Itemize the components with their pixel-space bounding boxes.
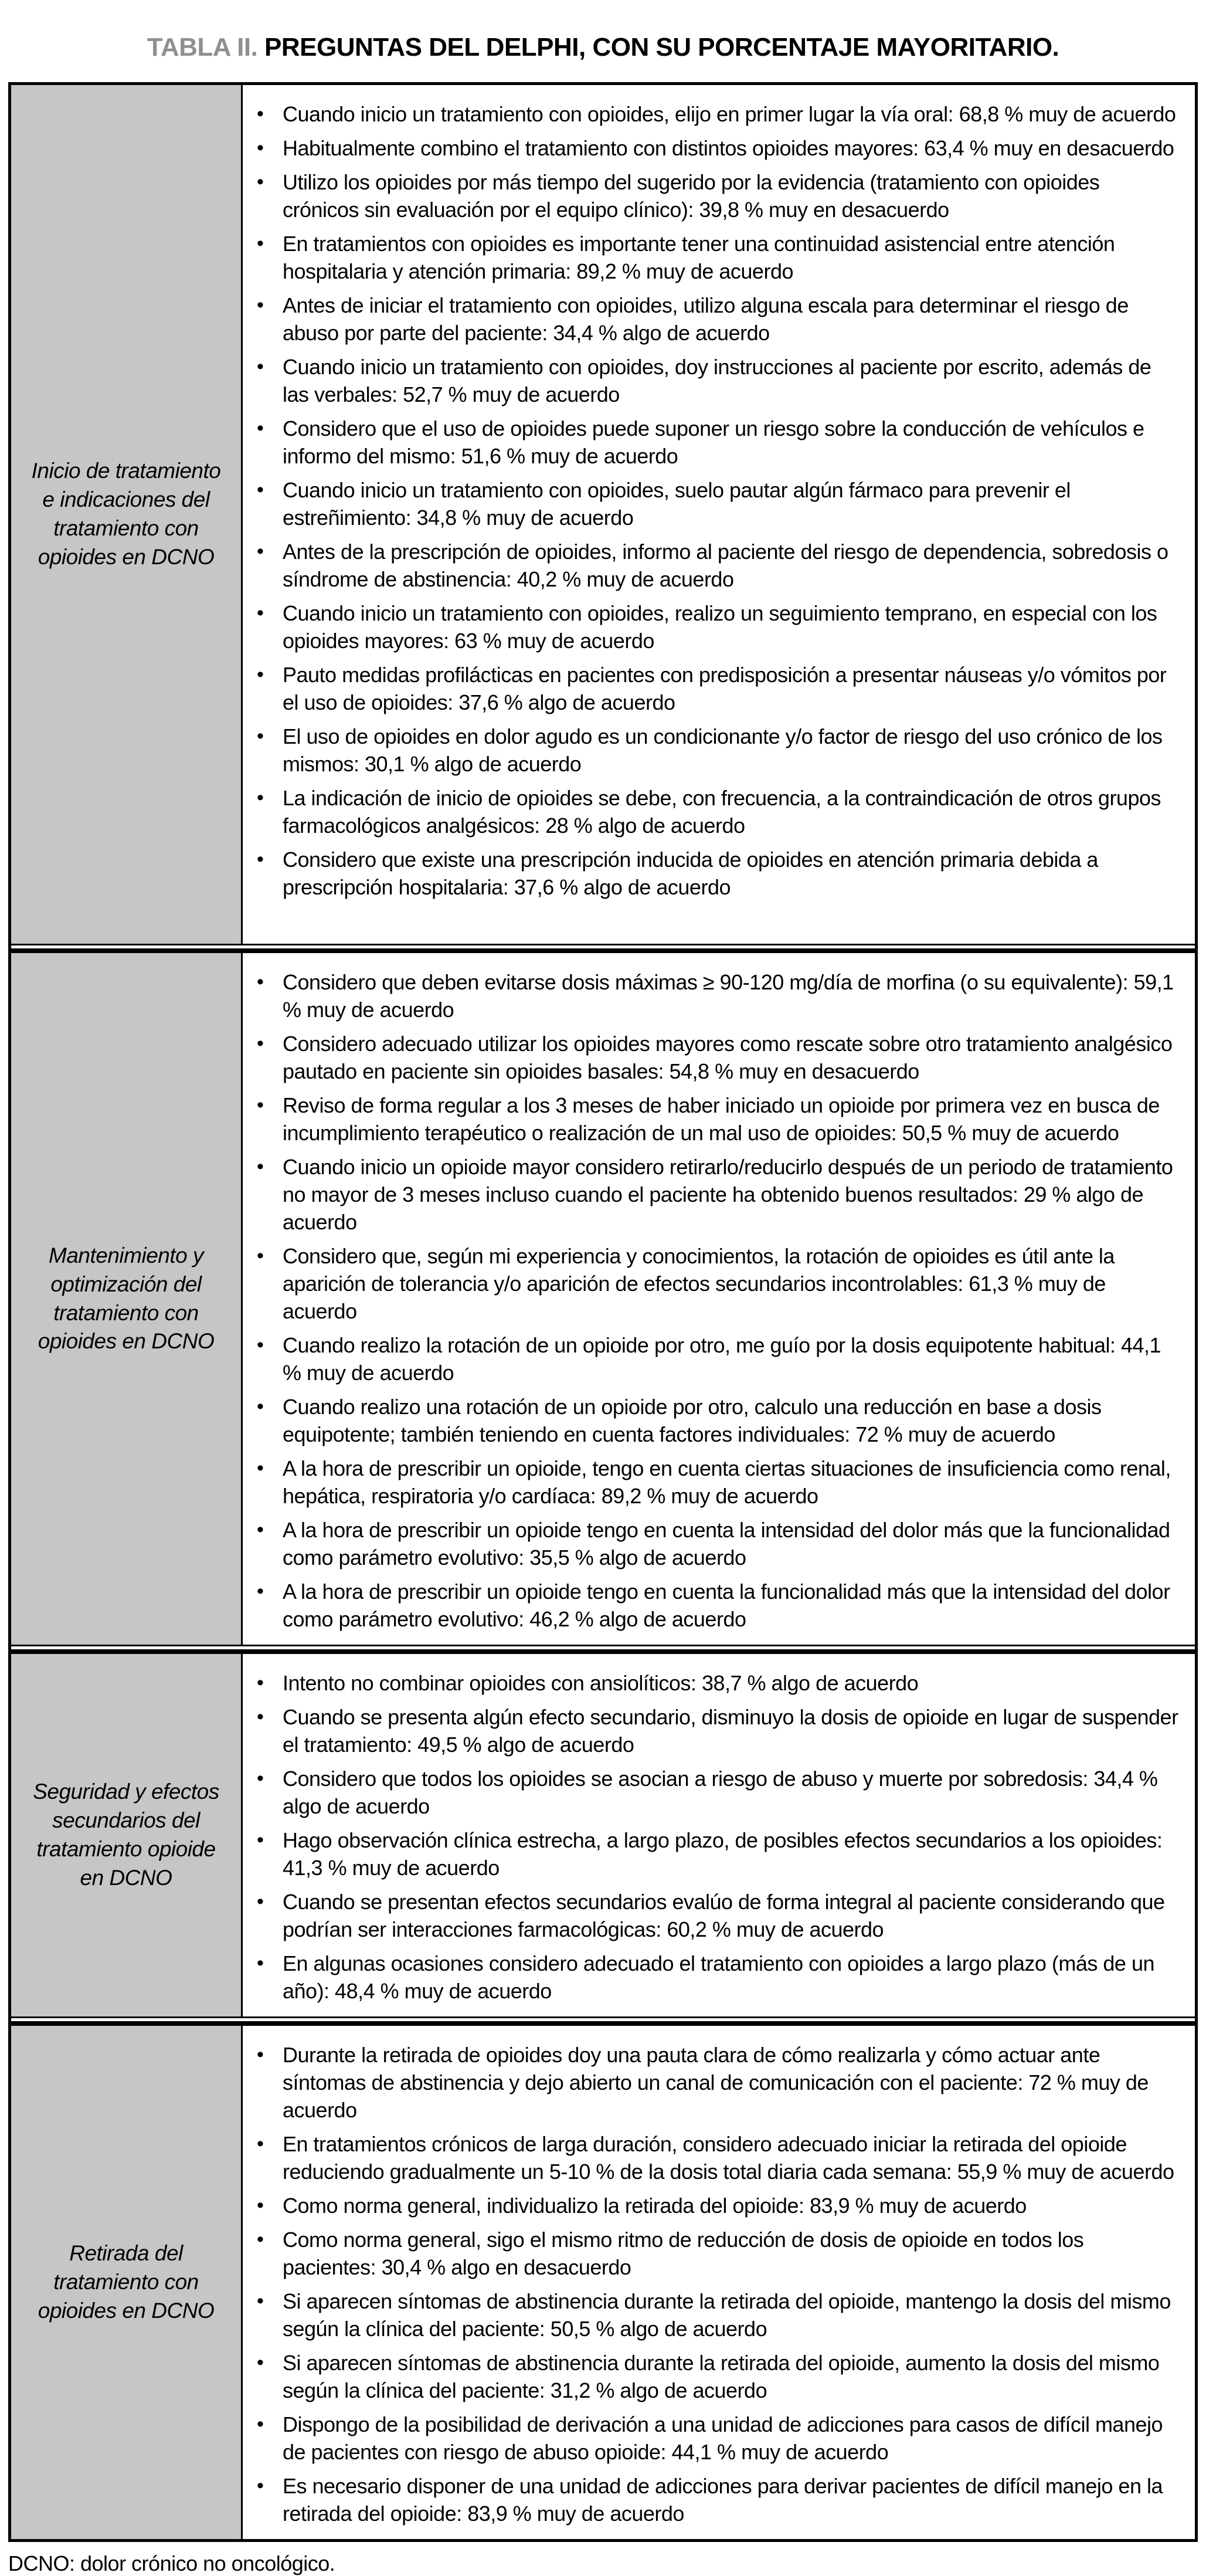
bullet-icon: • [257,294,264,316]
question-text: Como norma general, individualizo la retirada del opioide: 83,9 % muy de acuerdo [283,2194,1027,2218]
bullet-icon: • [257,1334,264,1356]
list-item [257,1242,1180,1325]
question-text: Cuando inicio un opioide mayor considero retirarlo/reducirlo después de un periodo de tratamiento no mayor de 3 meses incluso cuando el paciente ha obtenido buenos resultados: 29 % algo de acuerdo [283,1155,1173,1234]
row-divider [11,2016,1195,2026]
list-item [257,1331,1180,1387]
question-text: La indicación de inicio de opioides se debe, con frecuencia, a la contraindicación de otros grupos farmacológicos analgésicos: 28 % algo de acuerdo [283,786,1161,838]
list-item [257,168,1180,223]
list-item [257,2472,1180,2527]
question-text: Cuando inicio un tratamiento con opioides, doy instrucciones al paciente por escrito, además de las verbales: 52,7 % muy de acuerdo [283,355,1151,406]
category-cell [11,953,243,1645]
question-text: A la hora de prescribir un opioide tengo en cuenta la funcionalidad más que la intensidad del dolor como parámetro evolutivo: 46,2 % algo de acuerdo [283,1580,1170,1631]
category-cell [11,2026,243,2539]
list-item [257,1455,1180,1510]
list-item [257,1888,1180,1943]
list-item [257,1516,1180,1571]
bullet-icon: • [257,1519,264,1541]
question-text: Si aparecen síntomas de abstinencia durante la retirada del opioide, aumento la dosis del mismo según la clínica del paciente: 31,2 % algo de acuerdo [283,2351,1160,2402]
questions-cell [243,2026,1195,2539]
question-text: En tratamientos con opioides es importante tener una continuidad asistencial entre atención hospitalaria y atención primaria: 89,2 % muy de acuerdo [283,232,1115,283]
list-item [257,661,1180,716]
question-text: Cuando realizo una rotación de un opioide por otro, calculo una reducción en base a dosis equipotente; también teniendo en cuenta factores individuales: 72 % muy de acuerdo [283,1395,1102,1446]
category-label: Seguridad y efectos secundarios del tratamiento opioide en DCNO [33,1780,219,1890]
bullet-icon: • [257,1767,264,1789]
question-text: Antes de iniciar el tratamiento con opioides, utilizo alguna escala para determinar el riesgo de abuso por parte del paciente: 34,4 % algo de acuerdo [283,293,1129,345]
list-item [257,2041,1180,2124]
table-body [11,85,1195,2539]
questions-cell [243,953,1195,1645]
bullet-icon: • [257,1672,264,1694]
list-item [257,968,1180,1023]
list-item [257,1153,1180,1236]
bullet-icon: • [257,971,264,993]
question-text: Pauto medidas profilácticas en pacientes con predisposición a presentar náuseas y/o vómitos por el uso de opioides: 37,6 % algo de acuerdo [283,663,1167,714]
question-text: Cuando se presenta algún efecto secundario, disminuyo la dosis de opioide en lugar de suspender el tratamiento: 49,5 % algo de acuerdo [283,1705,1178,1757]
bullet-icon: • [257,725,264,747]
question-text: Reviso de forma regular a los 3 meses de haber iniciado un opioide por primera vez en busca de incumplimiento terapéutico o realización de un mal uso de opioides: 50,5 % muy de acuerdo [283,1093,1160,1145]
question-text: Dispongo de la posibilidad de derivación a una unidad de adicciones para casos de difícil manejo de pacientes con riesgo de abuso opioide: 44,1 % muy de acuerdo [283,2412,1163,2464]
list-item [257,353,1180,408]
question-text: Considero adecuado utilizar los opioides mayores como rescate sobre otro tratamiento analgésico pautado en paciente sin opioides basales: 54,8 % muy en desacuerdo [283,1032,1173,1083]
bullet-icon: • [257,137,264,159]
question-text: Antes de la prescripción de opioides, informo al paciente del riesgo de dependencia, sobredosis o síndrome de abstinencia: 40,2 % muy de acuerdo [283,540,1168,591]
question-text: Cuando realizo la rotación de un opioide por otro, me guío por la dosis equipotente habitual: 44,1 % muy de acuerdo [283,1333,1161,1385]
bullet-icon: • [257,417,264,439]
bullet-icon: • [257,355,264,378]
question-text: Es necesario disponer de una unidad de adicciones para derivar pacientes de difícil manejo en la retirada del opioide: 83,9 % muy de acuerdo [283,2474,1163,2526]
table-row [11,85,1195,944]
table-footnote: DCNO: dolor crónico no oncológico. [8,2551,335,2575]
bullet-icon: • [257,1457,264,1479]
question-text: Considero que existe una prescripción inducida de opioides en atención primaria debida a prescripción hospitalaria: 37,6 % algo de acuerdo [283,848,1098,899]
table-row [11,1654,1195,2016]
question-text: Intento no combinar opioides con ansiolíticos: 38,7 % algo de acuerdo [283,1671,919,1695]
list-item [257,1578,1180,1633]
bullet-icon: • [257,602,264,624]
category-label: Mantenimiento y optimización del tratamiento con opioides en DCNO [38,1243,215,1354]
list-item [257,1950,1180,2005]
question-text: Cuando inicio un tratamiento con opioides, suelo pautar algún fármaco para prevenir el estreñimiento: 34,8 % muy de acuerdo [283,478,1071,530]
delphi-questions-table [8,82,1198,2542]
row-divider [11,944,1195,953]
bullet-icon: • [257,2133,264,2155]
category-cell [11,1654,243,2016]
list-item [257,230,1180,285]
questions-cell [243,85,1195,944]
question-text: Cuando se presentan efectos secundarios evalúo de forma integral al paciente considerando que podrían ser interacciones farmacológicas: 60,2 % muy de acuerdo [283,1890,1165,1941]
bullet-icon: • [257,1952,264,1974]
table-title [0,0,1206,62]
category-cell [11,85,243,944]
bullet-icon: • [257,2351,264,2374]
question-text: Durante la retirada de opioides doy una pauta clara de cómo realizarla y cómo actuar ante síntomas de abstinencia y dejo abierto un canal de comunicación con el paciente: 72 % muy de acuerdo [283,2043,1149,2122]
list-item [257,134,1180,162]
list-item [257,1703,1180,1758]
questions-list [257,2041,1180,2527]
bullet-icon: • [257,479,264,501]
question-text: Cuando inicio un tratamiento con opioides, realizo un seguimiento temprano, en especial con los opioides mayores: 63 % muy de acuerdo [283,601,1157,653]
category-label: Inicio de tratamiento e indicaciones del tratamiento con opioides en DCNO [31,459,221,569]
list-item [257,784,1180,839]
question-text: Considero que deben evitarse dosis máximas ≥ 90-120 mg/día de morfina (o su equivalente): 59,1 % muy de acuerdo [283,970,1174,1022]
list-item [257,2192,1180,2219]
category-label: Retirada del tratamiento con opioides en DCNO [38,2241,215,2323]
question-text: Como norma general, sigo el mismo ritmo de reducción de dosis de opioide en todos los pacientes: 30,4 % algo en desacuerdo [283,2228,1084,2279]
bullet-icon: • [257,2194,264,2216]
bullet-icon: • [257,2043,264,2066]
question-text: Hago observación clínica estrecha, a largo plazo, de posibles efectos secundarios a los opioides: 41,3 % muy de acuerdo [283,1828,1163,1880]
list-item [257,1765,1180,1820]
bullet-icon: • [257,2228,264,2250]
bullet-icon: • [257,1829,264,1851]
question-text: En tratamientos crónicos de larga duración, considero adecuado iniciar la retirada del opioide reduciendo gradualmente un 5-10 % de la dosis total diaria cada semana: 55,9 % muy de acuerdo [283,2132,1174,2184]
question-text: A la hora de prescribir un opioide, tengo en cuenta ciertas situaciones de insuficiencia como renal, hepática, respiratoria y/o cardíaca: 89,2 % muy de acuerdo [283,1456,1171,1508]
list-item [257,723,1180,778]
bullet-icon: • [257,2413,264,2435]
bullet-icon: • [257,540,264,562]
list-item [257,1826,1180,1882]
bullet-icon: • [257,1395,264,1418]
list-item [257,1393,1180,1448]
bullet-icon: • [257,1890,264,1913]
bullet-icon: • [257,1245,264,1267]
question-text: Habitualmente combino el tratamiento con distintos opioides mayores: 63,4 % muy en desacuerdo [283,136,1174,160]
questions-list [257,1669,1180,2005]
question-text: El uso de opioides en dolor agudo es un condicionante y/o factor de riesgo del uso crónico de los mismos: 30,1 % algo de acuerdo [283,724,1163,776]
row-divider [11,1645,1195,1654]
table-title-text: PREGUNTAS DEL DELPHI, CON SU PORCENTAJE MAYORITARIO. [264,33,1059,62]
list-item [257,1669,1180,1697]
table-row [11,953,1195,1645]
question-text: En algunas ocasiones considero adecuado el tratamiento con opioides a largo plazo (más de un año): 48,4 % muy de acuerdo [283,1951,1154,2003]
list-item [257,415,1180,470]
table-number-label: TABLA II. [147,33,258,62]
list-item [257,2349,1180,2404]
question-text: Considero que el uso de opioides puede suponer un riesgo sobre la conducción de vehículos e informo del mismo: 51,6 % muy de acuerdo [283,416,1144,468]
question-text: Considero que, según mi experiencia y conocimientos, la rotación de opioides es útil ante la aparición de tolerancia y/o aparición de efectos secundarios incontrolables: 61,3 % muy de acuerdo [283,1244,1115,1323]
list-item [257,2411,1180,2466]
bullet-icon: • [257,171,264,193]
list-item [257,538,1180,593]
list-item [257,292,1180,347]
bullet-icon: • [257,1032,264,1055]
list-item [257,2226,1180,2281]
bullet-icon: • [257,787,264,809]
bullet-icon: • [257,1094,264,1116]
question-text: Si aparecen síntomas de abstinencia durante la retirada del opioide, mantengo la dosis del mismo según la clínica del paciente: 50,5 % algo de acuerdo [283,2289,1171,2341]
list-item [257,2287,1180,2343]
bullet-icon: • [257,2290,264,2312]
list-item [257,2130,1180,2185]
question-text: Utilizo los opioides por más tiempo del sugerido por la evidencia (tratamiento con opioides crónicos sin evaluación por el equipo clínico): 39,8 % muy en desacuerdo [283,170,1100,222]
list-item [257,599,1180,655]
bullet-icon: • [257,848,264,870]
questions-list [257,968,1180,1633]
bullet-icon: • [257,232,264,255]
list-item [257,476,1180,531]
list-item [257,1092,1180,1147]
bullet-icon: • [257,2475,264,2497]
question-text: Considero que todos los opioides se asocian a riesgo de abuso y muerte por sobredosis: 34,4 % algo de acuerdo [283,1767,1158,1818]
questions-cell [243,1654,1195,2016]
question-text: Cuando inicio un tratamiento con opioides, elijo en primer lugar la vía oral: 68,8 % muy de acuerdo [283,102,1176,126]
table-row [11,2026,1195,2539]
questions-list [257,100,1180,901]
list-item [257,846,1180,901]
bullet-icon: • [257,1706,264,1728]
bullet-icon: • [257,103,264,125]
list-item [257,100,1180,128]
list-item [257,1030,1180,1085]
bullet-icon: • [257,1155,264,1178]
bullet-icon: • [257,663,264,686]
question-text: A la hora de prescribir un opioide tengo en cuenta la intensidad del dolor más que la funcionalidad como parámetro evolutivo: 35,5 % algo de acuerdo [283,1518,1170,1570]
bullet-icon: • [257,1580,264,1602]
